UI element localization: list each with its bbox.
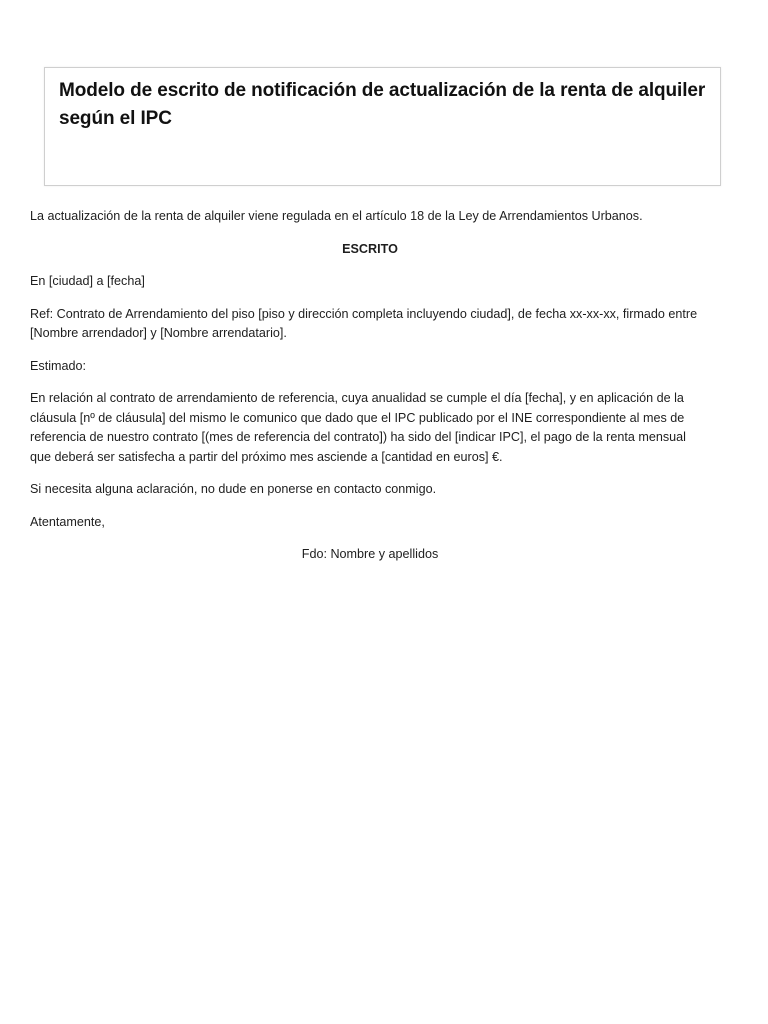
main-paragraph: En relación al contrato de arrendamiento de referencia, cuya anualidad se cumple el día [fecha], y en aplicación de la cláusula [nº de cláusula] del mismo le comunico que dado que el IPC publicado por el INE correspondiente al mes de referencia de nuestro contrato [(mes de referencia del contrato]) ha sido del [indicar IPC], el pago de la renta mensual que deberá ser satisfecha a partir del próximo mes asciende a [cantidad en euros] €. [30,391,686,464]
place-date-line: En [ciudad] a [fecha] [30,274,145,288]
section-heading: ESCRITO [342,241,398,256]
reference-paragraph: Ref: Contrato de Arrendamiento del piso [piso y dirección completa incluyendo ciudad], de fecha xx-xx-xx, firmado entre [Nombre arrendador] y [Nombre arrendatario]. [30,306,698,340]
intro-paragraph: La actualización de la renta de alquiler viene regulada en el artículo 18 de la Ley de Arrendamientos Urbanos. [30,209,643,223]
document-title: Modelo de escrito de notificación de actualización de la renta de alquiler según el IPC [59,80,706,129]
title-box [44,67,721,186]
sign-off: Atentamente, [30,514,105,529]
closing-note: Si necesita alguna aclaración, no dude en ponerse en contacto conmigo. [30,482,437,496]
signature-line: Fdo: Nombre y apellidos [301,547,439,561]
document-body [30,207,710,578]
greeting-line: Estimado: [30,358,86,373]
